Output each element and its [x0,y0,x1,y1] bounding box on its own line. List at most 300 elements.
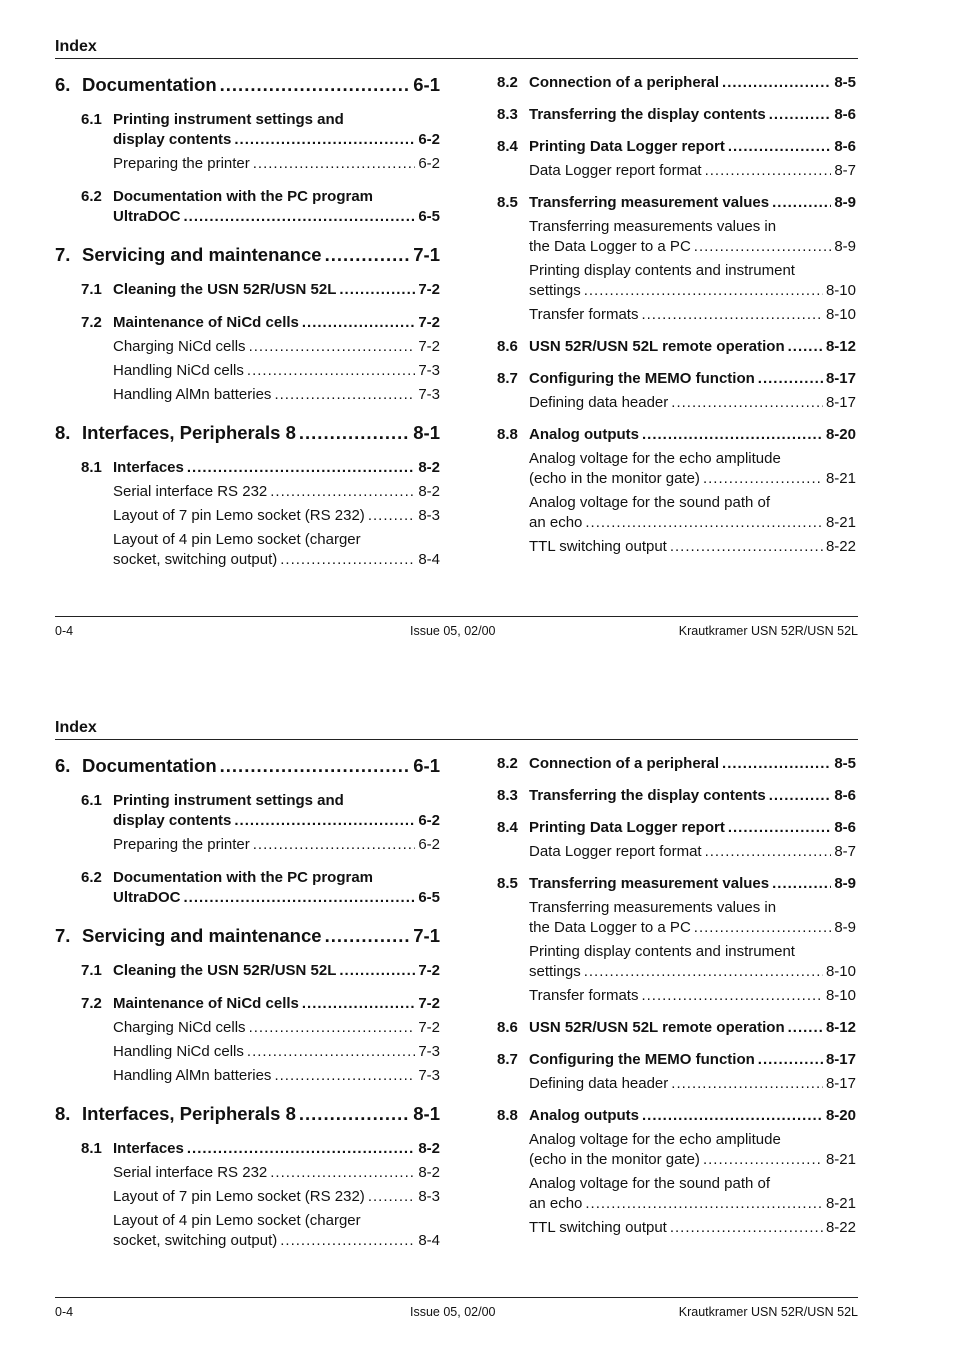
toc-entry-page: 6-5 [418,889,440,906]
toc-entry-number: 6.1 [81,792,102,809]
toc-entry-title: TTL switching output [529,538,667,555]
toc-entry-page: 6-2 [418,131,440,148]
toc-entry-title: an echo [529,1195,583,1212]
toc-sub-entry [497,537,856,557]
toc-entry-page: 8-7 [834,162,856,179]
toc-entry-title: Printing display contents and instrument [529,262,795,279]
toc-entry-title: Analog outputs [529,1107,639,1124]
toc-entry-title: Defining data header [529,1075,669,1092]
dot-leader [694,918,832,938]
dot-leader [728,137,831,157]
toc-chapter-entry [55,73,440,97]
toc-entry-title: Transferring the display contents [529,787,766,804]
toc-entry-title: Configuring the MEMO function [529,1051,755,1068]
toc-entry-title: Documentation [82,755,217,776]
dot-leader [299,421,410,445]
toc-sub-entry [497,942,856,982]
toc-entry-number: 8.7 [497,370,518,387]
dot-leader [280,1231,415,1251]
toc-entry-title: Connection of a peripheral [529,755,720,772]
toc-sub-entry [497,1174,856,1214]
toc-section-entry [497,1106,856,1126]
toc-section-entry [55,1139,440,1159]
toc-entry-page: 7-2 [418,314,440,331]
toc-entry-number: 8.2 [497,74,518,91]
toc-entry-page: 8-22 [825,538,856,555]
toc-entry-page: 8-9 [834,875,856,892]
toc-entry-page: 8-4 [418,551,440,568]
dot-leader [670,1218,823,1238]
toc-entry-title: socket, switching output) [113,1232,278,1249]
toc-entry-page: 6-5 [418,208,440,225]
toc-entry-page: 7-3 [418,1067,440,1084]
toc-sub-entry [497,261,856,301]
toc-entry-page: 8-20 [825,426,856,443]
dot-leader [671,1074,823,1094]
toc-entry-title: USN 52R/USN 52L remote operation [529,1019,785,1036]
dot-leader [234,130,415,150]
toc-entry-page: 8-17 [825,1075,856,1092]
toc-entry-title: Analog voltage for the sound path of [529,494,771,511]
toc-sub-entry [497,217,856,257]
toc-entry-title: Analog outputs [529,426,639,443]
toc-entry-title: the Data Logger to a PC [529,238,691,255]
toc-section-entry [497,193,856,213]
toc-entry-number: 6. [55,74,71,95]
toc-entry-title: UltraDOC [113,208,181,225]
footer-page-number: 0-4 [55,624,74,638]
toc-entry-number: 8.3 [497,106,518,123]
toc-entry-title: the Data Logger to a PC [529,919,691,936]
toc-entry-page: 8-12 [825,1019,856,1036]
toc-entry-page: 8-21 [825,514,856,531]
toc-entry-page: 6-2 [418,812,440,829]
toc-entry-number: 7.2 [81,314,102,331]
toc-sub-entry [497,493,856,533]
toc-entry-title: (echo in the monitor gate) [529,470,700,487]
toc-sub-entry [55,1042,440,1062]
dot-leader [270,482,415,502]
toc-entry-page: 8-2 [418,1164,440,1181]
toc-entry-number: 6.2 [81,188,102,205]
dot-leader [772,874,831,894]
dot-leader [368,506,416,526]
toc-entry-title: Layout of 4 pin Lemo socket (charger [113,1212,361,1229]
toc-entry-page: 6-1 [413,755,440,776]
toc-entry-title: Printing instrument settings and [113,792,344,809]
dot-leader [788,337,823,357]
toc-entry-number: 7.2 [81,995,102,1012]
toc-entry-page: 8-10 [825,987,856,1004]
toc-entry-title: Data Logger report format [529,843,702,860]
toc-section-entry [55,280,440,300]
toc-entry-number: 8.8 [497,1107,518,1124]
header-rule [55,58,858,59]
toc-entry-page: 6-2 [418,836,440,853]
toc-entry-title: Cleaning the USN 52R/USN 52L [113,281,337,298]
dot-leader [641,986,823,1006]
dot-leader [187,458,415,478]
toc-entry-title: Transferring measurements values in [529,218,777,235]
toc-entry-title: (echo in the monitor gate) [529,1151,700,1168]
toc-chapter-entry [55,754,440,778]
toc-section-entry [55,187,440,227]
toc-entry-page: 7-1 [413,244,440,265]
toc-entry-page: 8-5 [834,755,856,772]
toc-chapter-entry [55,1102,440,1126]
toc-entry-page: 7-2 [418,962,440,979]
toc-entry-title: Handling NiCd cells [113,1043,244,1060]
toc-entry-page: 7-2 [418,281,440,298]
footer-page-number: 0-4 [55,1305,74,1319]
toc-entry-title: Interfaces [113,459,184,476]
toc-sub-entry [497,898,856,938]
toc-sub-entry [497,986,856,1006]
toc-entry-title: Handling NiCd cells [113,362,244,379]
toc-entry-title: Documentation with the PC program [113,188,374,205]
toc-entry-page: 8-2 [418,459,440,476]
toc-entry-title: Printing display contents and instrument [529,943,795,960]
toc-section-entry [55,313,440,333]
toc-entry-title: TTL switching output [529,1219,667,1236]
toc-entry-page: 8-6 [834,138,856,155]
toc-entry-number: 7. [55,244,71,265]
toc-entry-page: 8-21 [825,1195,856,1212]
toc-entry-page: 8-1 [413,422,440,443]
footer-product: Krautkramer USN 52R/USN 52L [678,1305,858,1319]
toc-section-entry [497,369,856,389]
toc-entry-title: an echo [529,514,583,531]
dot-leader [585,1194,823,1214]
toc-section-entry [55,791,440,831]
toc-entry-title: Interfaces [113,1140,184,1157]
dot-leader [585,513,823,533]
toc-entry-page: 8-10 [825,282,856,299]
dot-leader [187,1139,415,1159]
toc-sub-entry [55,1187,440,1207]
toc-entry-page: 8-9 [834,194,856,211]
toc-section-entry [497,337,856,357]
toc-entry-number: 8.5 [497,194,518,211]
toc-chapter-entry [55,421,440,445]
toc-left-column [55,754,440,1251]
dot-leader [184,207,416,227]
toc-section-entry [55,961,440,981]
toc-entry-title: Analog voltage for the echo amplitude [529,1131,781,1148]
dot-leader [368,1187,416,1207]
toc-entry-page: 8-6 [834,819,856,836]
dot-leader [722,73,831,93]
toc-entry-title: Transferring the display contents [529,106,766,123]
toc-section-entry [497,1018,856,1038]
toc-entry-title: Maintenance of NiCd cells [113,995,299,1012]
toc-entry-page: 8-22 [825,1219,856,1236]
toc-entry-number: 8.4 [497,138,518,155]
dot-leader [280,550,415,570]
toc-entry-page: 8-2 [418,483,440,500]
toc-entry-number: 7.1 [81,962,102,979]
toc-entry-title: UltraDOC [113,889,181,906]
dot-leader [769,105,832,125]
toc-entry-title: Connection of a peripheral [529,74,720,91]
toc-entry-title: Handling AlMn batteries [113,386,272,403]
toc-sub-entry [55,361,440,381]
toc-entry-title: display contents [113,131,232,148]
footer-issue: Issue 05, 02/00 [410,624,496,638]
toc-sub-entry [55,530,440,570]
toc-right-column [497,754,856,1238]
toc-section-entry [55,110,440,150]
toc-entry-page: 7-3 [418,386,440,403]
toc-section-entry [497,786,856,806]
toc-sub-entry [55,506,440,526]
toc-entry-number: 8.1 [81,1140,102,1157]
toc-sub-entry [55,1018,440,1038]
toc-entry-title: Documentation with the PC program [113,869,374,886]
toc-sub-entry [55,482,440,502]
toc-entry-page: 8-17 [825,394,856,411]
toc-section-entry [497,754,856,774]
toc-section-entry [497,137,856,157]
toc-entry-title: Transfer formats [529,987,639,1004]
dot-leader [722,754,831,774]
toc-entry-title: Documentation [82,74,217,95]
dot-leader [253,154,416,174]
toc-entry-page: 8-6 [834,787,856,804]
toc-chapter-entry [55,243,440,267]
toc-entry-number: 8.6 [497,338,518,355]
toc-entry-title: Charging NiCd cells [113,338,246,355]
dot-leader [705,842,832,862]
toc-entry-page: 7-2 [418,338,440,355]
toc-entry-title: Maintenance of NiCd cells [113,314,299,331]
toc-entry-title: Printing Data Logger report [529,819,725,836]
dot-leader [325,243,411,267]
toc-entry-title: Layout of 7 pin Lemo socket (RS 232) [113,507,365,524]
toc-section-entry [497,73,856,93]
toc-chapter-entry [55,924,440,948]
toc-entry-number: 8.7 [497,1051,518,1068]
toc-entry-title: Handling AlMn batteries [113,1067,272,1084]
toc-sub-entry [497,449,856,489]
toc-entry-title: Defining data header [529,394,669,411]
toc-entry-page: 8-10 [825,306,856,323]
toc-entry-number: 8.2 [497,755,518,772]
toc-entry-page: 8-3 [418,507,440,524]
dot-leader [270,1163,415,1183]
toc-entry-title: Layout of 4 pin Lemo socket (charger [113,531,361,548]
toc-section-entry [55,458,440,478]
toc-entry-page: 8-1 [413,1103,440,1124]
toc-entry-number: 6.1 [81,111,102,128]
toc-entry-title: socket, switching output) [113,551,278,568]
toc-entry-title: Transferring measurement values [529,194,770,211]
toc-entry-title: Analog voltage for the sound path of [529,1175,771,1192]
dot-leader [325,924,411,948]
footer-issue: Issue 05, 02/00 [410,1305,496,1319]
toc-section-entry [497,874,856,894]
toc-entry-page: 7-2 [418,995,440,1012]
footer-rule [55,1297,858,1298]
toc-entry-page: 8-20 [825,1107,856,1124]
toc-entry-number: 8.3 [497,787,518,804]
toc-section-entry [497,105,856,125]
dot-leader [758,369,823,389]
dot-leader [184,888,416,908]
toc-entry-title: Servicing and maintenance [82,244,322,265]
toc-entry-number: 8. [55,1103,71,1124]
dot-leader [641,305,823,325]
toc-entry-number: 8.8 [497,426,518,443]
page-bottom [0,681,954,1356]
toc-entry-page: 8-9 [834,238,856,255]
dot-leader [302,313,415,333]
page-header-title: Index [55,719,97,736]
toc-sub-entry [55,1211,440,1251]
toc-section-entry [55,868,440,908]
toc-entry-page: 8-3 [418,1188,440,1205]
dot-leader [220,754,411,778]
toc-sub-entry [55,1163,440,1183]
toc-entry-page: 7-3 [418,1043,440,1060]
dot-leader [339,961,415,981]
dot-leader [274,1066,415,1086]
toc-entry-title: Interfaces, Peripherals 8 [82,422,296,443]
dot-leader [253,835,416,855]
toc-entry-number: 7. [55,925,71,946]
dot-leader [249,1018,416,1038]
toc-entry-title: Printing instrument settings and [113,111,344,128]
toc-entry-title: Data Logger report format [529,162,702,179]
toc-entry-title: settings [529,282,581,299]
dot-leader [703,469,823,489]
toc-entry-page: 8-9 [834,919,856,936]
toc-entry-title: Serial interface RS 232 [113,483,268,500]
toc-entry-page: 8-21 [825,470,856,487]
toc-entry-title: USN 52R/USN 52L remote operation [529,338,785,355]
dot-leader [642,425,823,445]
toc-entry-page: 8-6 [834,106,856,123]
toc-entry-number: 8.6 [497,1019,518,1036]
header-rule [55,739,858,740]
toc-entry-title: Preparing the printer [113,836,250,853]
toc-entry-page: 8-2 [418,1140,440,1157]
dot-leader [772,193,831,213]
toc-entry-title: Serial interface RS 232 [113,1164,268,1181]
dot-leader [274,385,415,405]
toc-sub-entry [497,842,856,862]
toc-sub-entry [497,1074,856,1094]
toc-sub-entry [497,161,856,181]
toc-entry-page: 6-1 [413,74,440,95]
toc-entry-title: Configuring the MEMO function [529,370,755,387]
toc-entry-page: 8-12 [825,338,856,355]
dot-leader [728,818,831,838]
toc-sub-entry [55,385,440,405]
toc-sub-entry [55,337,440,357]
toc-entry-page: 8-4 [418,1232,440,1249]
toc-entry-title: Servicing and maintenance [82,925,322,946]
toc-sub-entry [55,154,440,174]
toc-section-entry [497,425,856,445]
toc-entry-page: 8-5 [834,74,856,91]
toc-entry-page: 7-3 [418,362,440,379]
toc-entry-title: Transferring measurements values in [529,899,777,916]
toc-entry-title: Analog voltage for the echo amplitude [529,450,781,467]
toc-section-entry [55,994,440,1014]
toc-entry-page: 8-17 [825,1051,856,1068]
toc-entry-number: 7.1 [81,281,102,298]
toc-entry-title: settings [529,963,581,980]
dot-leader [584,962,823,982]
dot-leader [247,1042,415,1062]
toc-entry-title: display contents [113,812,232,829]
dot-leader [234,811,415,831]
toc-entry-title: Transfer formats [529,306,639,323]
dot-leader [694,237,832,257]
toc-entry-title: Transferring measurement values [529,875,770,892]
toc-entry-number: 8.1 [81,459,102,476]
dot-leader [788,1018,823,1038]
toc-sub-entry [497,305,856,325]
dot-leader [339,280,415,300]
toc-entry-title: Preparing the printer [113,155,250,172]
dot-leader [703,1150,823,1170]
toc-sub-entry [55,835,440,855]
toc-entry-number: 6.2 [81,869,102,886]
toc-entry-page: 7-1 [413,925,440,946]
page-header-title: Index [55,38,97,55]
toc-sub-entry [497,1218,856,1238]
toc-entry-number: 8.4 [497,819,518,836]
toc-entry-title: Cleaning the USN 52R/USN 52L [113,962,337,979]
toc-sub-entry [55,1066,440,1086]
toc-entry-number: 8. [55,422,71,443]
dot-leader [584,281,823,301]
dot-leader [247,361,415,381]
toc-right-column [497,73,856,557]
toc-entry-page: 6-2 [418,155,440,172]
dot-leader [671,393,823,413]
dot-leader [758,1050,823,1070]
dot-leader [769,786,832,806]
toc-entry-page: 7-2 [418,1019,440,1036]
dot-leader [642,1106,823,1126]
footer-product: Krautkramer USN 52R/USN 52L [678,624,858,638]
toc-entry-title: Printing Data Logger report [529,138,725,155]
toc-left-column [55,73,440,570]
dot-leader [705,161,832,181]
toc-entry-title: Charging NiCd cells [113,1019,246,1036]
footer-rule [55,616,858,617]
toc-section-entry [497,1050,856,1070]
toc-sub-entry [497,393,856,413]
toc-entry-title: Interfaces, Peripherals 8 [82,1103,296,1124]
dot-leader [220,73,411,97]
toc-entry-page: 8-7 [834,843,856,860]
dot-leader [299,1102,410,1126]
toc-entry-number: 6. [55,755,71,776]
dot-leader [670,537,823,557]
page-top [0,0,954,675]
toc-sub-entry [497,1130,856,1170]
toc-entry-page: 8-10 [825,963,856,980]
toc-entry-page: 8-21 [825,1151,856,1168]
toc-section-entry [497,818,856,838]
dot-leader [302,994,415,1014]
toc-entry-number: 8.5 [497,875,518,892]
toc-entry-title: Layout of 7 pin Lemo socket (RS 232) [113,1188,365,1205]
